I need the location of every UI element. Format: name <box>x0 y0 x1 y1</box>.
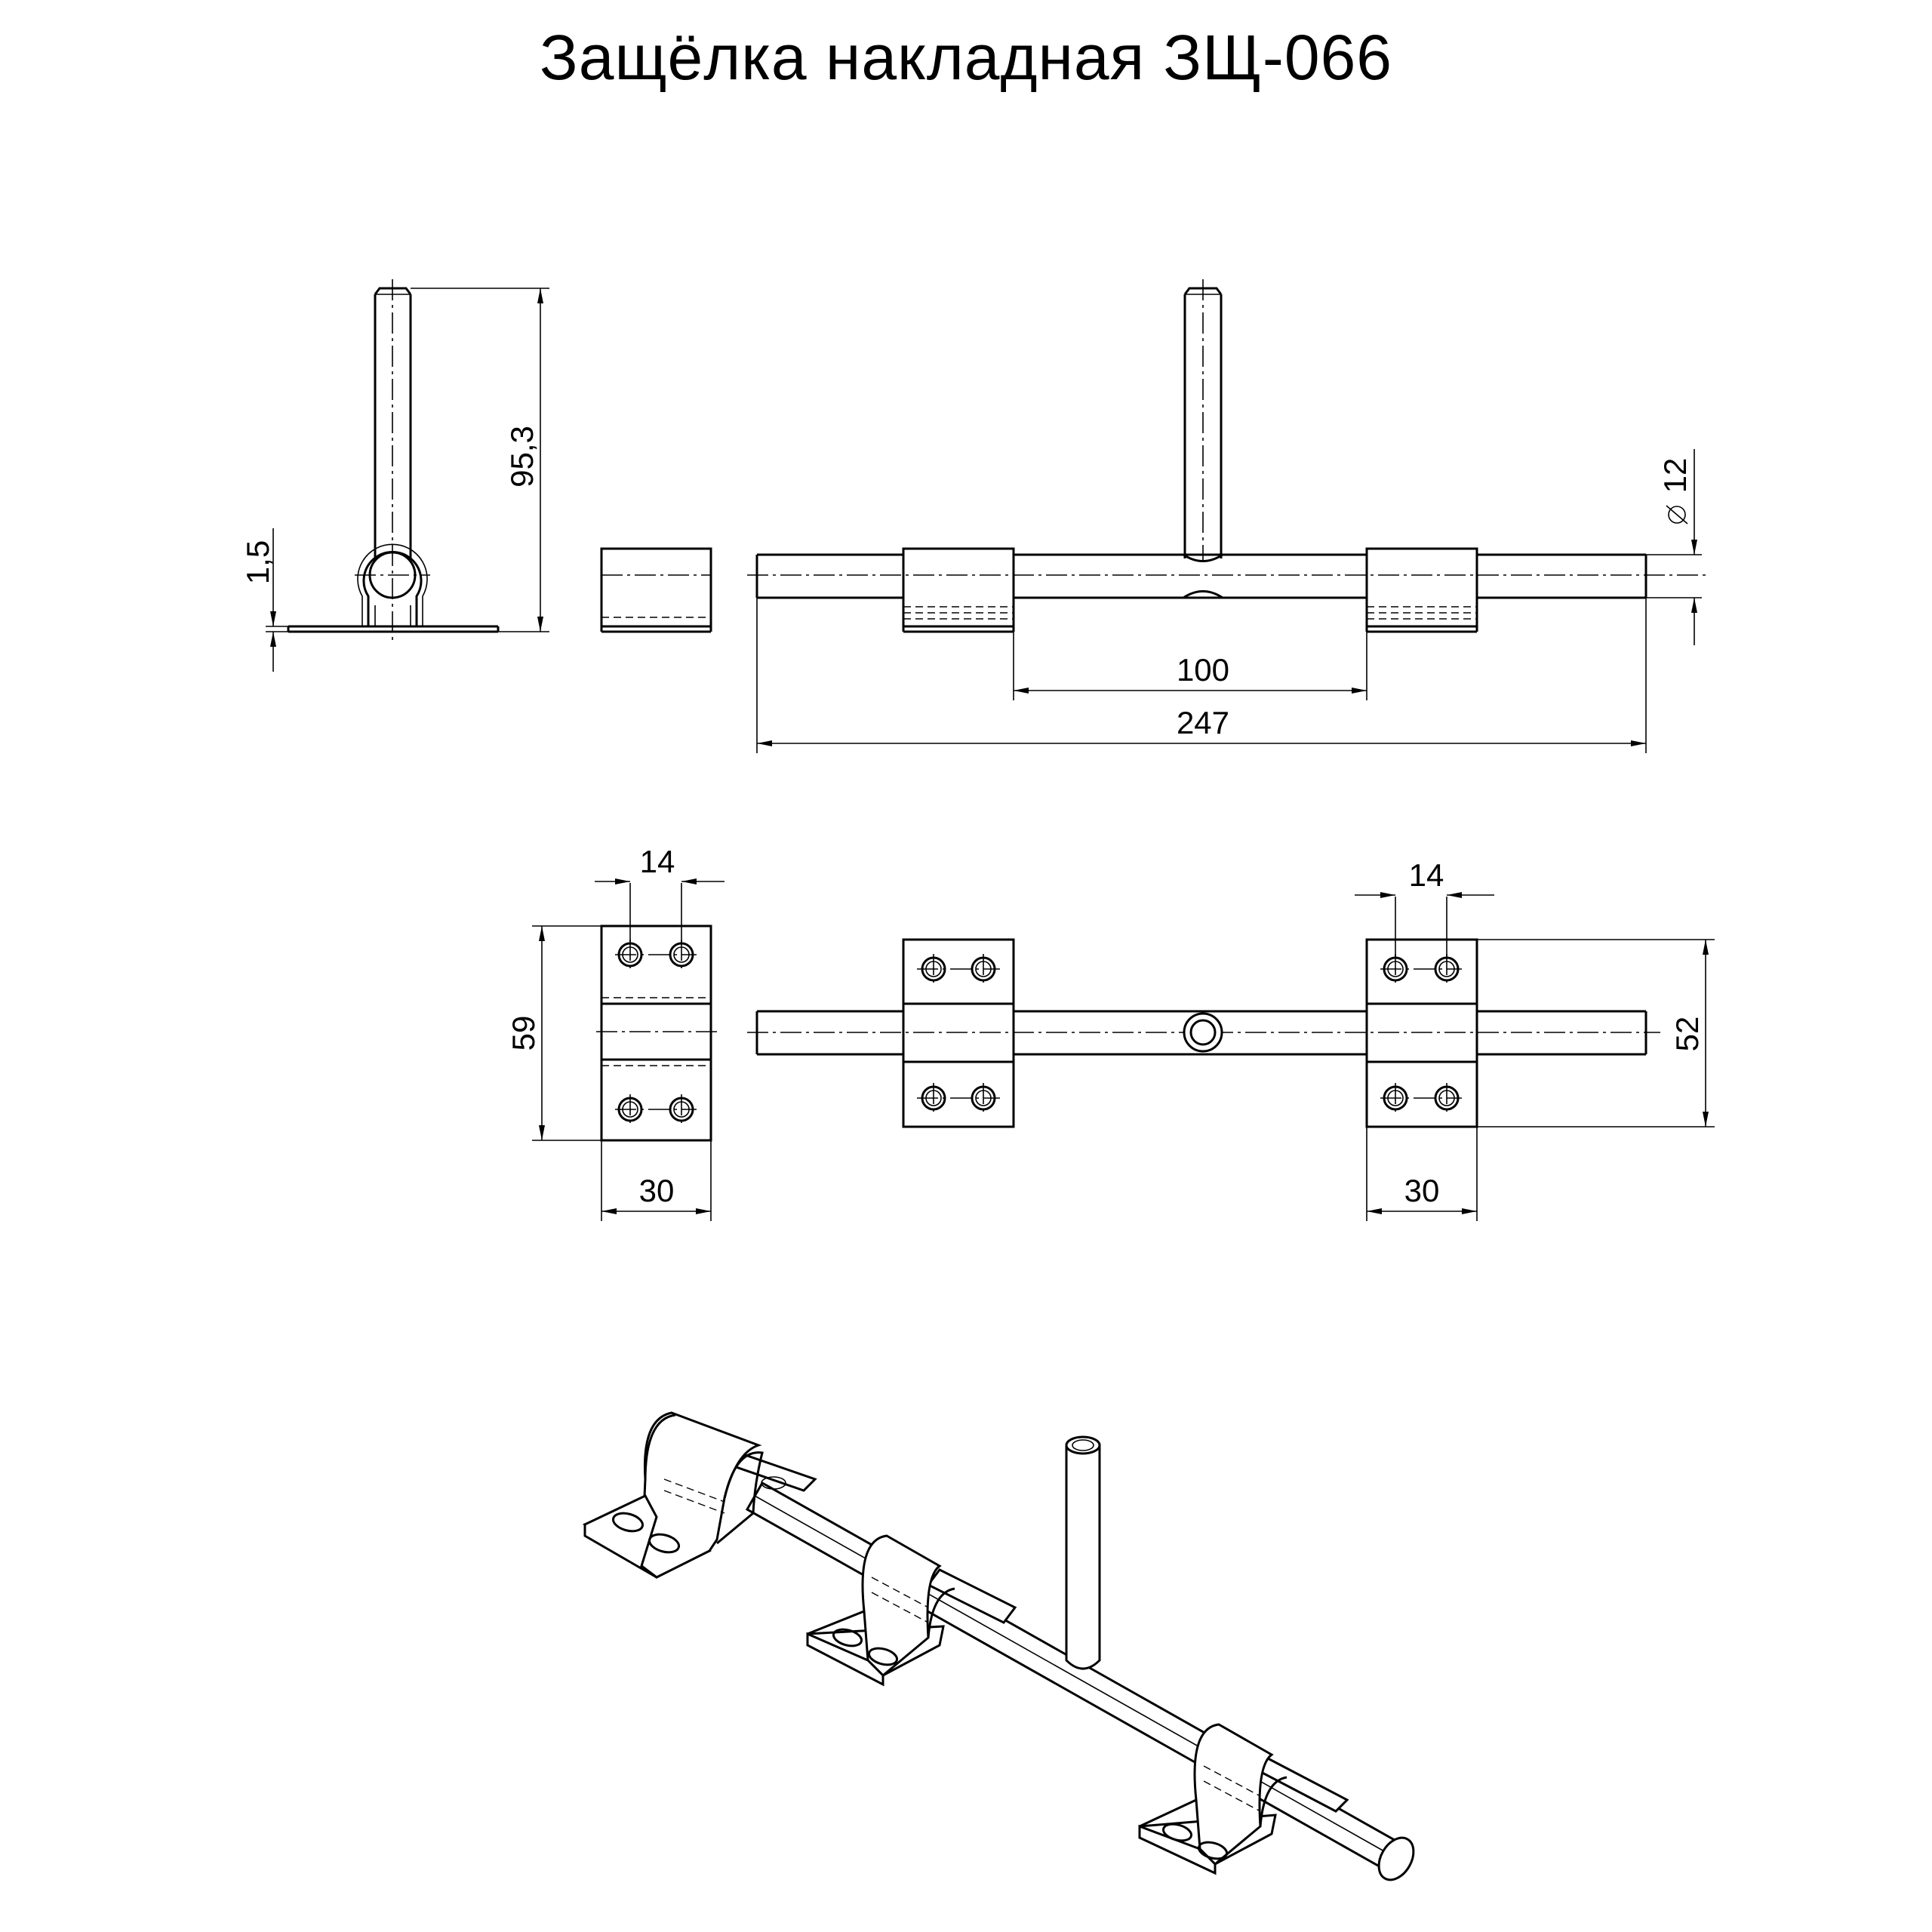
dim-width-left: 59 <box>506 1015 541 1051</box>
dim-bracket-width-right: 30 <box>1404 1173 1440 1208</box>
dim-width-right: 52 <box>1669 1016 1705 1052</box>
iso-pin <box>1066 1437 1100 1669</box>
front-view <box>601 279 1706 753</box>
dim-hole-spacing-left: 14 <box>639 844 675 879</box>
dim-height: 95,3 <box>504 426 540 488</box>
dim-hole-spacing-right: 14 <box>1408 857 1444 893</box>
dim-span: 100 <box>1176 652 1230 688</box>
dim-thickness: 1,5 <box>240 540 275 585</box>
top-view <box>506 844 1715 1221</box>
isometric-view <box>585 1413 1420 1886</box>
side-view <box>240 279 549 672</box>
diameter-icon <box>1666 506 1687 524</box>
drawing-title: Защёлка накладная ЗЩ-066 <box>539 22 1393 93</box>
dim-bracket-width-left: 30 <box>638 1173 675 1208</box>
dim-length: 247 <box>1176 705 1230 740</box>
dim-diameter: 12 <box>1657 457 1693 494</box>
